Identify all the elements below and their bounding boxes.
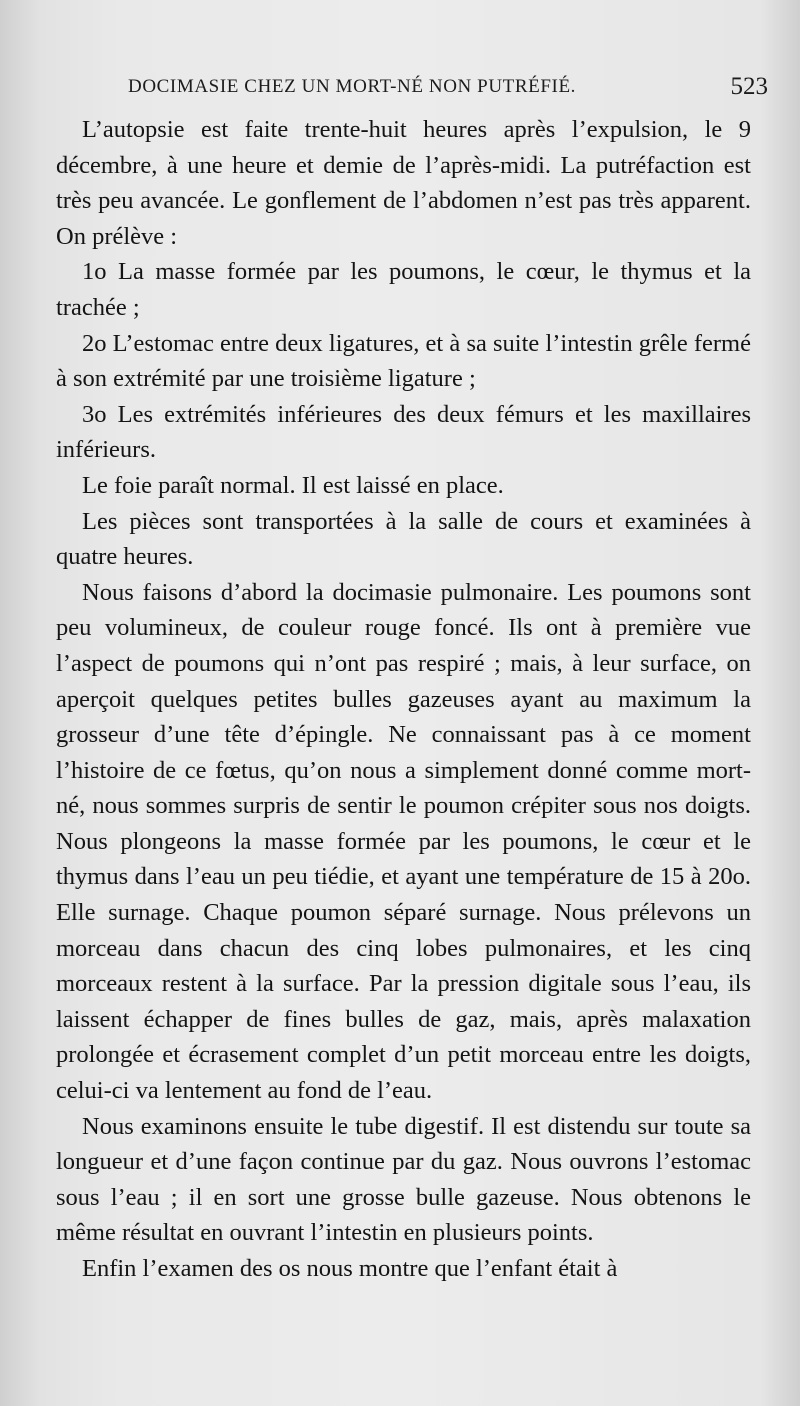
running-title: DOCIMASIE CHEZ UN MORT-NÉ NON PUTRÉFIÉ. [128, 76, 577, 97]
paragraph-item-1: 1o La masse formée par les poumons, le cœur, le thymus et la trachée ; [56, 258, 751, 321]
body-text [56, 112, 751, 1287]
paragraph-bones: Enfin l’examen des os nous montre que l’enfant était à [82, 1255, 618, 1282]
page-number: 523 [730, 73, 768, 100]
paragraph-digestive-tube: Nous examinons ensuite le tube digestif. Il est distendu sur toute sa longueur et d’une façon continue par du gaz. Nous ouvrons l’estomac sous l’eau ; il en sort une grosse bulle gazeuse. Nous obtenons le même résultat en ouvrant l’intestin en plusieurs points. [56, 1112, 751, 1247]
paragraph-pulmonary-docimasy: Nous faisons d’abord la docimasie pulmonaire. Les poumons sont peu volumineux, de couleur rouge foncé. Ils ont à première vue l’aspect de poumons qui n’ont pas respiré ; mais, à leur surface, on aperçoit quelques petites bulles gazeuses ayant au maximum la grosseur d’une tête d’épingle. Ne connaissant pas à ce moment l’histoire de ce fœtus, qu’on nous a simplement donné comme mort-né, nous sommes surpris de sentir le poumon crépiter sous nos doigts. Nous plongeons la masse formée par les poumons, le cœur et le thymus dans l’eau un peu tiédie, et ayant une température de 15 à 20o. Elle surnage. Chaque poumon séparé surnage. Nous prélevons un morceau dans chacun des cinq lobes pulmonaires, et les cinq morceaux restent à la surface. Par la pression digitale sous l’eau, ils laissent échapper de fines bulles de gaz, mais, après malaxation prolongée et écrasement complet d’un petit morceau entre les doigts, celui-ci va lentement au fond de l’eau. [56, 578, 751, 1105]
paragraph-item-2: 2o L’estomac entre deux ligatures, et à sa suite l’intestin grêle fermé à son extrémité par une troisième ligature ; [56, 329, 751, 393]
paragraph-liver: Le foie paraît normal. Il est laissé en place. [82, 471, 504, 499]
paragraph-autopsy: L’autopsie est faite trente-huit heures après l’expulsion, le 9 décembre, à une heure et demie de l’après-midi. La putréfaction est très peu avancée. Le gonflement de l’abdomen n’est pas très apparent. On prélève : [56, 116, 751, 250]
paragraph-transport: Les pièces sont transportées à la salle de cours et examinées à quatre heures. [56, 507, 751, 571]
paragraph-item-3: 3o Les extrémités inférieures des deux fémurs et les maxillaires inférieurs. [56, 400, 751, 464]
